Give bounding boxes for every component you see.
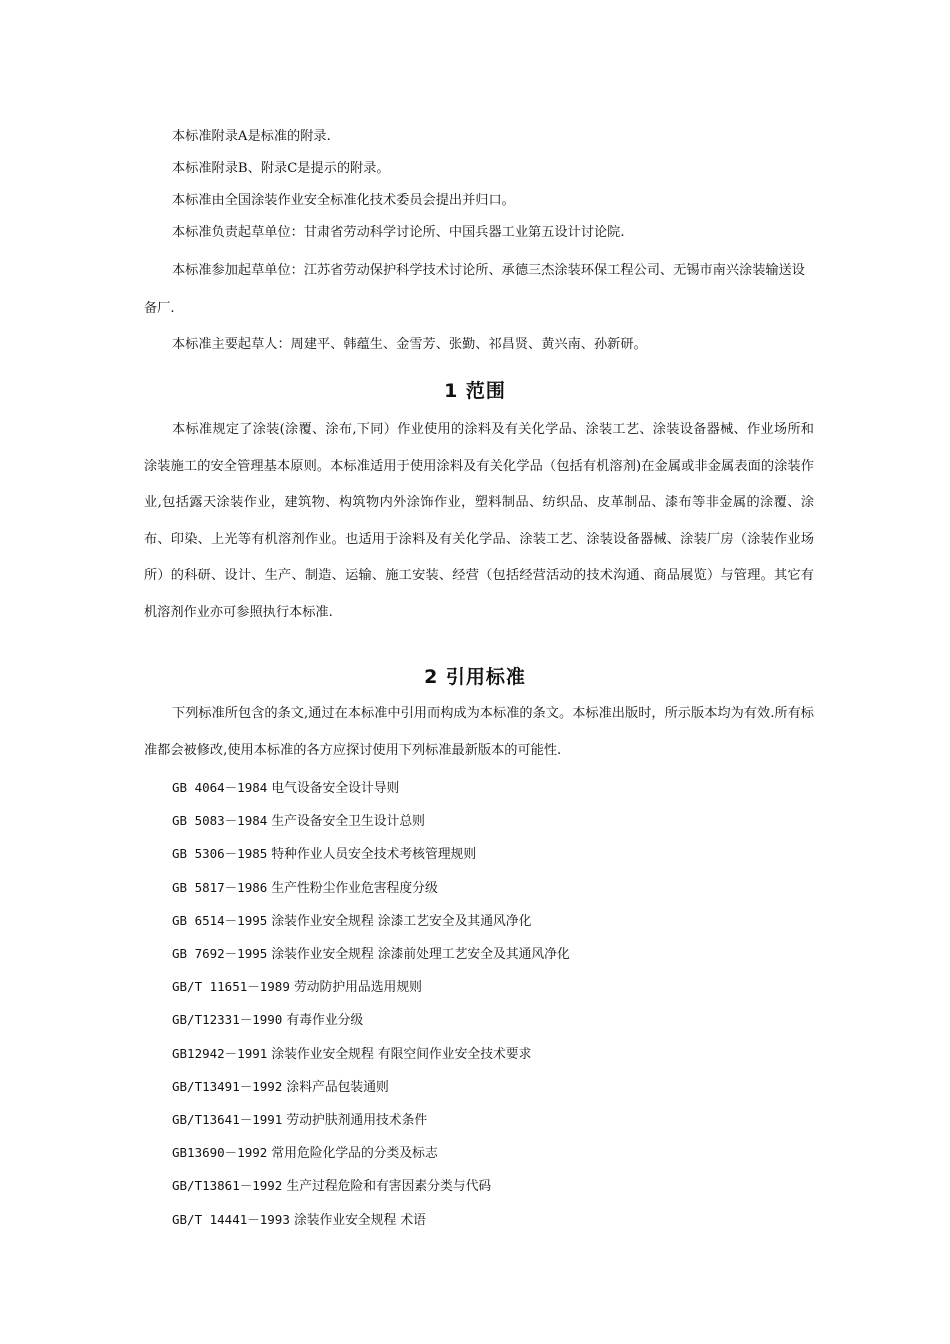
foreword-line-6: 本标准主要起草人：周建平、韩蕴生、金雪芳、张勤、祁昌贤、黄兴南、孙新研。 (172, 337, 647, 352)
reference-item: GB12942－1991 涂装作业安全规程 有限空间作业安全技术要求 (172, 1045, 532, 1062)
foreword-line-3: 本标准由全国涂装作业安全标准化技术委员会提出并归口。 (172, 193, 515, 208)
section-1-heading: 1 范围 (444, 380, 506, 402)
reference-item: GB 5306－1985 特种作业人员安全技术考核管理规则 (172, 846, 477, 863)
section-2-heading: 2 引用标准 (424, 666, 526, 688)
reference-list (172, 772, 812, 1237)
section-1-text: 本标准规定了涂装(涂覆、涂布,下同）作业使用的涂料及有关化学品、涂装工艺、涂装设备器械、作业场所和涂装施工的安全管理基本原则。本标准适用于使用涂料及有关化学品（包括有机溶剂)在金属或非金属表面的涂装作业,包括露天涂装作业，建筑物、构筑物内外涂饰作业，塑料制品、纺织品、皮革制品、漆布等非金属的涂覆、涂布、印染、上光等有机溶剂作业。也适用于涂料及有关化学品、涂装工艺、涂装设备器械、涂装厂房（涂装作业场所）的科研、设计、生产、制造、运输、施工安装、经营（包括经营活动的技术沟通、商品展览）与管理。其它有机溶剂作业亦可参照执行本标准. (144, 422, 814, 620)
foreword-line-5: 本标准参加起草单位：江苏省劳动保护科学技术讨论所、承德三杰涂装环保工程公司、无锡市南兴涂装输送设备厂. (144, 263, 805, 316)
reference-item: GB/T 14441－1993 涂装作业安全规程 术语 (172, 1211, 426, 1228)
reference-item: GB 5817－1986 生产性粉尘作业危害程度分级 (172, 879, 438, 896)
foreword-line-1: 本标准附录A是标准的附录. (172, 129, 331, 144)
reference-item: GB13690－1992 常用危险化学品的分类及标志 (172, 1145, 438, 1162)
section-1-body (144, 412, 814, 631)
reference-item: GB/T13641－1991 劳动护肤剂通用技术条件 (172, 1112, 428, 1129)
reference-item: GB 5083－1984 生产设备安全卫生设计总则 (172, 813, 425, 830)
reference-item: GB/T12331－1990 有毒作业分级 (172, 1012, 364, 1029)
reference-item: GB 4064－1984 电气设备安全设计导则 (172, 780, 400, 796)
reference-item: GB/T13861－1992 生产过程危险和有害因素分类与代码 (172, 1178, 492, 1195)
section-2-intro (144, 696, 814, 769)
reference-item: GB 6514－1995 涂装作业安全规程 涂漆工艺安全及其通风净化 (172, 912, 532, 929)
reference-item: GB 7692－1995 涂装作业安全规程 涂漆前处理工艺安全及其通风净化 (172, 946, 570, 963)
section-2-text: 下列标准所包含的条文,通过在本标准中引用而构成为本标准的条文。本标准出版时，所示版本均为有效.所有标准都会被修改,使用本标准的各方应探讨使用下列标准最新版本的可能性. (144, 706, 814, 758)
foreword-block (144, 124, 814, 364)
foreword-line-2: 本标准附录B、附录C是提示的附录。 (172, 161, 390, 176)
foreword-line-4: 本标准负责起草单位：甘肃省劳动科学讨论所、中国兵器工业第五设计讨论院. (172, 225, 625, 240)
reference-item: GB/T13491－1992 涂料产品包装通则 (172, 1078, 389, 1095)
reference-item: GB/T 11651－1989 劳动防护用品选用规则 (172, 979, 422, 996)
